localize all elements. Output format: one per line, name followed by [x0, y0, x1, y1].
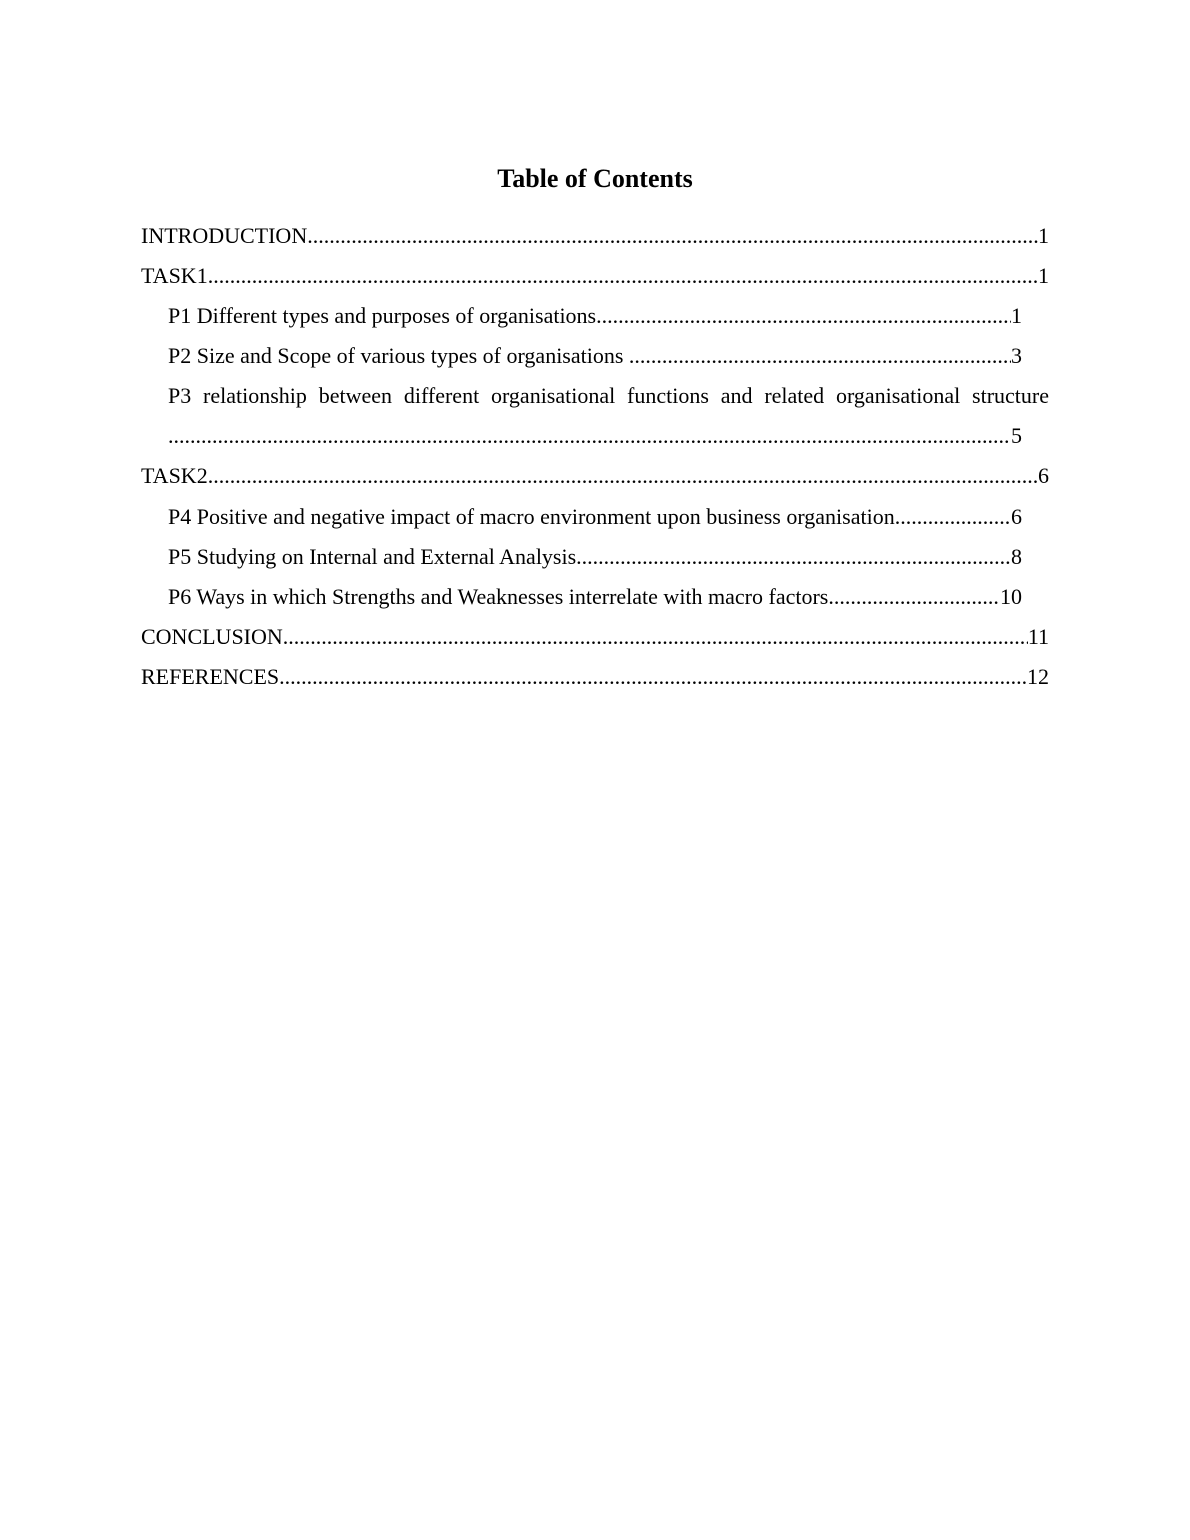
toc-entry-p3[interactable] — [168, 416, 1022, 456]
toc-entry-label: P2 Size and Scope of various types of organisations — [168, 343, 629, 368]
toc-dot-leader — [828, 577, 1000, 617]
toc-title: Table of Contents — [497, 164, 693, 193]
toc-dot-leader — [629, 336, 1011, 376]
toc-page-number: 1 — [1038, 263, 1049, 288]
toc-entry-conclusion[interactable] — [141, 617, 1049, 657]
toc-entry-p6[interactable] — [168, 577, 1022, 617]
toc-entry-introduction[interactable] — [141, 216, 1049, 256]
toc-page-number: 12 — [1027, 664, 1049, 689]
toc-entry-label: P4 Positive and negative impact of macro environment upon business organisation — [168, 504, 895, 529]
toc-entry-label: CONCLUSION — [141, 624, 283, 649]
toc-page-number: 3 — [1011, 343, 1022, 368]
toc-entry-label: REFERENCES — [141, 664, 280, 689]
toc-entry-label: TASK1 — [141, 263, 208, 288]
toc-entry-label: P5 Studying on Internal and External Analysis — [168, 544, 577, 569]
toc-entry-references[interactable] — [141, 657, 1049, 697]
toc-entry-task1[interactable] — [141, 256, 1049, 296]
toc-page-number: 6 — [1038, 463, 1049, 488]
toc-page-number: 8 — [1011, 544, 1022, 569]
toc-dot-leader — [279, 657, 1027, 697]
toc-dot-leader — [895, 497, 1011, 537]
toc-entry-label: INTRODUCTION — [141, 223, 308, 248]
toc-entry-p4[interactable] — [168, 497, 1022, 537]
toc-dot-leader — [283, 617, 1028, 657]
toc-page-number: 11 — [1027, 624, 1049, 649]
toc-page-number: 10 — [1000, 584, 1022, 609]
toc-entry-label: TASK2 — [141, 463, 208, 488]
toc-dot-leader — [307, 216, 1038, 256]
toc-entry-label: P1 Different types and purposes of organisations — [168, 303, 597, 328]
toc-entry-label: P6 Ways in which Strengths and Weaknesses interrelate with macro factors — [168, 584, 829, 609]
toc-entry-p1[interactable] — [168, 296, 1022, 336]
toc-entry-p5[interactable] — [168, 537, 1022, 577]
toc-dot-leader — [576, 537, 1011, 577]
toc-dot-leader — [208, 256, 1038, 296]
toc-dot-leader — [596, 296, 1011, 336]
toc-entry-p2[interactable] — [168, 336, 1022, 376]
toc-dot-leader — [208, 456, 1038, 496]
toc-page-number: 1 — [1038, 223, 1049, 248]
toc-page-number: 5 — [1011, 423, 1022, 448]
toc-page-number: 1 — [1011, 303, 1022, 328]
toc-entry-p3-label[interactable]: P3 relationship between different organisational functions and related organisational structure — [168, 383, 1049, 408]
toc-dot-leader — [168, 416, 1011, 456]
toc-entry-task2[interactable] — [141, 456, 1049, 496]
toc-page-number: 6 — [1011, 504, 1022, 529]
